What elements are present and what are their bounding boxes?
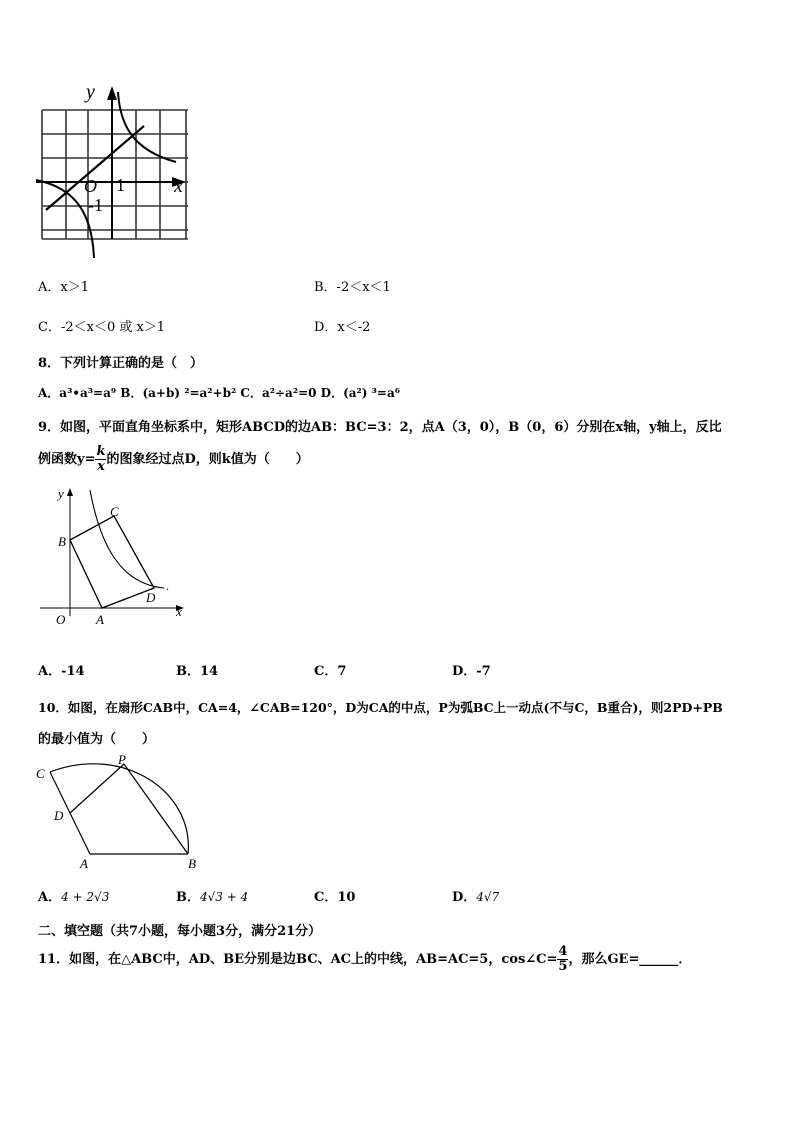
q7-option-b: B．-2＜x＜1 <box>314 280 391 295</box>
section2-title: 二、填空题（共7小题，每小题3分，满分21分） <box>38 924 322 939</box>
q10-C-label: C <box>36 766 45 781</box>
q10-option-d <box>452 886 499 905</box>
q9-C-label: C <box>110 504 119 519</box>
q10-figure <box>34 752 204 872</box>
q10-option-a <box>38 886 109 905</box>
q10-option-d-prefix: D． <box>452 890 477 905</box>
q10-option-a-math: 4 + 2√3 <box>61 890 110 904</box>
q8-stem: 8．下列计算正确的是（ ） <box>38 356 204 371</box>
q9-frac-num: k <box>96 444 106 460</box>
q10-D-label: D <box>54 808 64 823</box>
q9-rectangle <box>70 516 154 608</box>
q7-option-d: D．x＜-2 <box>314 320 371 335</box>
q9-stem-line2 <box>38 442 309 478</box>
q11-frac-den: 5 <box>558 959 568 974</box>
q10-option-c <box>314 886 355 905</box>
q9-option-a: A．-14 <box>38 664 85 679</box>
q9-x-label: x <box>176 604 182 619</box>
q7-y-label: y <box>86 81 95 103</box>
q10-option-b <box>176 886 248 905</box>
q9-figure <box>36 484 196 634</box>
q10-option-d-math: 4√7 <box>476 890 500 904</box>
q7-hyperbola-upper <box>118 92 176 162</box>
q10-A-label: A <box>80 856 88 871</box>
q10-option-c-prefix: C． <box>314 890 338 905</box>
q11-fraction <box>557 945 568 973</box>
q7-option-a: A．x＞1 <box>38 280 89 295</box>
q11-stem-post: ，那么GE=______． <box>568 952 692 967</box>
q9-stem-line1: 9．如图，平面直角坐标系中，矩形ABCD的边AB：BC=3：2，点A（3，0），B（0，6）分别在x轴，y轴上，反比 <box>38 420 722 435</box>
q7-graph-figure <box>36 80 196 260</box>
q10-option-c-math: 10 <box>337 890 356 905</box>
q11-stem-pre: 11．如图，在△ABC中，AD、BE分别是边BC、AC上的中线，AB=AC=5，cos∠C= <box>38 952 558 967</box>
q10-stem-line1: 10．如图，在扇形CAB中，CA=4，∠CAB=120°，D为CA的中点，P为弧BC上一动点(不与C，B重合)，则2PD+PB <box>38 700 723 715</box>
q9-O-label: O <box>56 612 66 627</box>
q7-x-label: x <box>174 175 183 197</box>
q9-fraction <box>95 445 106 473</box>
q10-stem-line2: 的最小值为（ ） <box>38 732 156 747</box>
q10-option-b-prefix: B． <box>176 890 200 905</box>
q10-arc <box>50 764 188 854</box>
q7-tick-neg1: -1 <box>88 195 103 215</box>
q9-y-label: y <box>58 486 64 501</box>
q8-options: A．a³•a³=a⁹ B．(a+b) ²=a²+b² C．a²÷a²=0 D．(a²) ³=a⁶ <box>38 386 400 400</box>
q9-option-b: B．14 <box>176 664 219 679</box>
q10-option-a-prefix: A． <box>38 890 62 905</box>
q9-option-d: D．-7 <box>452 664 491 679</box>
q9-frac-den: x <box>97 459 105 474</box>
q10-option-b-math: 4√3 + 4 <box>200 890 249 904</box>
q10-B-label: B <box>188 856 196 871</box>
q7-origin-label: O <box>84 176 97 196</box>
svg-text:.: . <box>166 579 169 593</box>
q9-option-c: C．7 <box>314 664 347 679</box>
q9-B-label: B <box>58 534 66 549</box>
q9-A-label: A <box>96 612 104 627</box>
q10-P-label: P <box>118 752 126 767</box>
q9-D-label: D <box>146 590 156 605</box>
q11-frac-num: 4 <box>558 944 568 960</box>
q11-stem <box>38 942 691 978</box>
q9-stem-pre: 例函数y= <box>38 452 96 467</box>
q7-option-c: C．-2＜x＜0 或 x＞1 <box>38 320 166 335</box>
q7-tick-1: 1 <box>116 175 125 195</box>
q9-stem-post: 的图象经过点D，则k值为（ ） <box>106 452 309 467</box>
